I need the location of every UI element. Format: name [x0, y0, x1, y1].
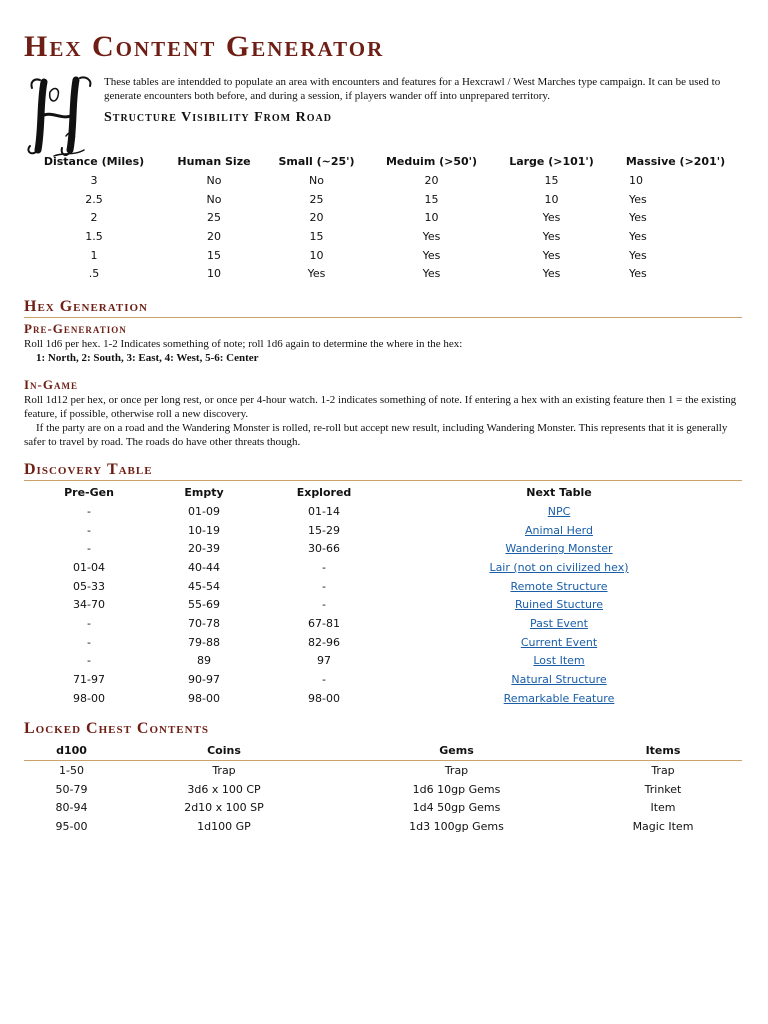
column-header: Coins: [119, 741, 329, 761]
table-row: [24, 264, 742, 283]
table-header-row: [24, 151, 742, 171]
table-cell: [394, 595, 724, 614]
table-cell: 15: [309, 229, 324, 243]
link-npc[interactable]: NPC: [547, 504, 571, 518]
column-header: Massive (>201'): [625, 154, 726, 168]
direction-key: 1: North, 2: South, 3: East, 4: West, 5-6: Center: [36, 352, 259, 364]
table-cell: 34-70: [73, 598, 105, 612]
table-cell: 25: [309, 192, 324, 206]
table-cell: 10-19: [188, 523, 220, 537]
table-cell: [394, 633, 724, 652]
table-row: [24, 539, 724, 558]
pre-generation-text: Roll 1d6 per hex. 1-2 Indicates something of note; roll 1d6 again to determine the where in the hex:: [24, 338, 463, 350]
link-natural-structure[interactable]: Natural Structure: [511, 673, 607, 687]
table-cell: 10: [207, 267, 221, 281]
table-row: [24, 558, 724, 577]
column-header: Gems: [329, 741, 584, 761]
table-cell: 15: [207, 248, 221, 262]
link-current-event[interactable]: Current Event: [520, 635, 598, 649]
table-row: [24, 577, 724, 596]
table-cell: 80-94: [55, 801, 88, 815]
table-cell: -: [87, 523, 91, 537]
table-row: [24, 689, 724, 708]
link-lost-item[interactable]: Lost Item: [533, 654, 585, 668]
hex-generation-heading: Hex Generation: [24, 298, 742, 318]
table-cell: -: [87, 616, 91, 630]
pre-generation-heading: Pre-Generation: [24, 321, 127, 336]
table-cell: -: [87, 654, 91, 668]
table-cell: 1-50: [59, 763, 84, 777]
table-cell: -: [87, 635, 91, 649]
table-row: [24, 502, 724, 521]
table-cell: Trinket: [644, 782, 682, 796]
table-cell: No: [309, 173, 324, 187]
table-cell: Item: [650, 801, 676, 815]
table-cell: 01-14: [308, 504, 340, 518]
table-cell: 97: [317, 654, 331, 668]
table-row: [24, 227, 742, 246]
table-cell: 1d100 GP: [197, 819, 251, 833]
locked-chest-table: [24, 741, 742, 836]
table-cell: .5: [88, 267, 100, 281]
table-cell: Trap: [444, 763, 469, 777]
table-cell: Magic Item: [632, 819, 694, 833]
table-cell: [394, 558, 724, 577]
table-cell: 20: [309, 211, 324, 225]
table-cell: 3d6 x 100 CP: [187, 782, 261, 796]
table-cell: 70-78: [188, 616, 220, 630]
table-cell: 50-79: [55, 782, 88, 796]
table-cell: -: [322, 598, 326, 612]
table-row: [24, 190, 742, 209]
visibility-title: Structure Visibility From Road: [104, 110, 332, 125]
column-header: Distance (Miles): [43, 154, 145, 168]
column-header: Human Size: [177, 154, 251, 168]
table-cell: 20: [424, 173, 439, 187]
table-cell: 98-00: [73, 691, 105, 705]
table-cell: [394, 502, 724, 521]
table-cell: No: [206, 192, 222, 206]
discovery-table-heading: Discovery Table: [24, 461, 742, 481]
table-cell: 30-66: [308, 542, 340, 556]
table-cell: 2: [90, 211, 98, 225]
column-header: Next Table: [526, 485, 592, 499]
link-animal-herd[interactable]: Animal Herd: [525, 523, 593, 537]
link-remarkable-feature[interactable]: Remarkable Feature: [503, 691, 615, 705]
table-cell: 3: [90, 173, 98, 187]
table-cell: 10: [629, 173, 643, 187]
table-cell: 98-00: [308, 691, 340, 705]
table-cell: 20-39: [188, 542, 220, 556]
table-cell: 15: [424, 192, 439, 206]
table-cell: 1d3 100gp Gems: [409, 819, 504, 833]
table-cell: -: [87, 504, 91, 518]
visibility-table: [24, 151, 742, 283]
table-cell: Yes: [629, 229, 647, 243]
table-row: [24, 171, 742, 190]
table-cell: Trap: [212, 763, 236, 777]
table-cell: Yes: [422, 267, 441, 281]
table-row: [24, 595, 724, 614]
table-cell: 89: [197, 654, 211, 668]
table-cell: 10: [544, 192, 559, 206]
table-cell: 15-29: [308, 523, 340, 537]
table-cell: 05-33: [73, 579, 105, 593]
table-cell: Yes: [422, 229, 441, 243]
locked-chest-heading: Locked Chest Contents: [24, 720, 210, 737]
table-cell: Yes: [542, 229, 561, 243]
in-game-heading: In-Game: [24, 377, 78, 392]
table-cell: 25: [207, 211, 221, 225]
drop-cap-h-icon: [26, 72, 98, 158]
table-cell: 01-04: [73, 560, 105, 574]
table-cell: 67-81: [308, 616, 340, 630]
link-wandering-monster[interactable]: Wandering Monster: [505, 542, 613, 556]
table-cell: [394, 539, 724, 558]
table-cell: 55-69: [188, 598, 220, 612]
table-row: [24, 817, 742, 836]
in-game-text: Roll 1d12 per hex, or once per long rest, or once per 4-hour watch. 1-2 indicates something of note. If entering a hex with an existing feature then 1 = the existing feature, if possible, otherwise roll a new discovery.: [24, 394, 737, 420]
table-cell: [394, 577, 724, 596]
table-cell: Yes: [629, 192, 647, 206]
discovery-table: [24, 482, 724, 708]
column-header: Pre-Gen: [64, 485, 114, 499]
page-title: Hex Content Generator: [24, 30, 385, 63]
link-ruined-structure[interactable]: Ruined Stucture: [514, 598, 604, 612]
table-cell: 95-00: [55, 819, 88, 833]
link-past-event[interactable]: Past Event: [530, 616, 588, 630]
table-cell: [394, 670, 724, 689]
table-cell: [394, 689, 724, 708]
table-cell: 1d6 10gp Gems: [412, 782, 501, 796]
table-cell: 1.5: [85, 229, 103, 243]
table-row: [24, 652, 724, 671]
column-header: Empty: [184, 485, 224, 499]
table-cell: -: [322, 673, 326, 687]
table-row: [24, 521, 724, 540]
table-cell: Yes: [422, 248, 441, 262]
table-header-row: [24, 741, 742, 761]
table-cell: 01-09: [188, 504, 220, 518]
table-row: [24, 614, 724, 633]
table-cell: 90-97: [188, 673, 220, 687]
table-cell: 45-54: [188, 579, 220, 593]
table-cell: Yes: [629, 267, 647, 281]
column-header: Explored: [296, 485, 352, 499]
table-cell: 79-88: [188, 635, 220, 649]
table-cell: -: [322, 560, 326, 574]
table-cell: Yes: [629, 211, 647, 225]
table-row: [24, 670, 724, 689]
road-rule-text: If the party are on a road and the Wandering Monster is rolled, re-roll but accept new result, including Wandering Monster. This represents that it is generally safer to travel by road. The roads do have other threats though.: [24, 422, 728, 448]
intro-paragraph: These tables are intendded to populate an area with encounters and features for a Hexcrawl / West Marches type campaign. It can be used to generate encounters both before, and during a session, if players wander off into unprepared territory.: [104, 76, 721, 102]
table-header-row: [24, 482, 724, 502]
table-cell: [394, 614, 724, 633]
table-row: [24, 633, 724, 652]
table-cell: Trap: [651, 763, 675, 777]
column-header: Items: [584, 741, 742, 761]
table-cell: Yes: [542, 267, 561, 281]
table-cell: Yes: [307, 267, 326, 281]
table-cell: 40-44: [188, 560, 220, 574]
link-lair[interactable]: Lair (not on civilized hex): [489, 560, 629, 574]
table-row: [24, 208, 742, 227]
column-header: Small (~25'): [278, 154, 355, 168]
table-row: [24, 761, 742, 780]
table-row: [24, 246, 742, 265]
table-cell: Yes: [542, 211, 561, 225]
column-header: Large (>101'): [509, 154, 594, 168]
table-row: [24, 798, 742, 817]
table-cell: 10: [424, 211, 439, 225]
column-header: Meduim (>50'): [385, 154, 478, 168]
table-cell: 2d10 x 100 SP: [184, 801, 264, 815]
table-cell: 2.5: [85, 192, 103, 206]
table-cell: [394, 521, 724, 540]
table-cell: No: [206, 173, 222, 187]
table-cell: Yes: [629, 248, 647, 262]
table-cell: 82-96: [308, 635, 340, 649]
table-cell: 10: [309, 248, 324, 262]
table-cell: -: [322, 579, 326, 593]
table-cell: 15: [544, 173, 559, 187]
table-row: [24, 780, 742, 799]
table-cell: 1d4 50gp Gems: [412, 801, 501, 815]
table-cell: [394, 652, 724, 671]
table-cell: 71-97: [73, 673, 105, 687]
table-cell: -: [87, 542, 91, 556]
table-cell: 98-00: [188, 691, 220, 705]
table-cell: 20: [207, 229, 221, 243]
link-remote-structure[interactable]: Remote Structure: [510, 579, 608, 593]
table-cell: 1: [90, 248, 98, 262]
column-header: d100: [24, 741, 119, 761]
table-cell: Yes: [542, 248, 561, 262]
